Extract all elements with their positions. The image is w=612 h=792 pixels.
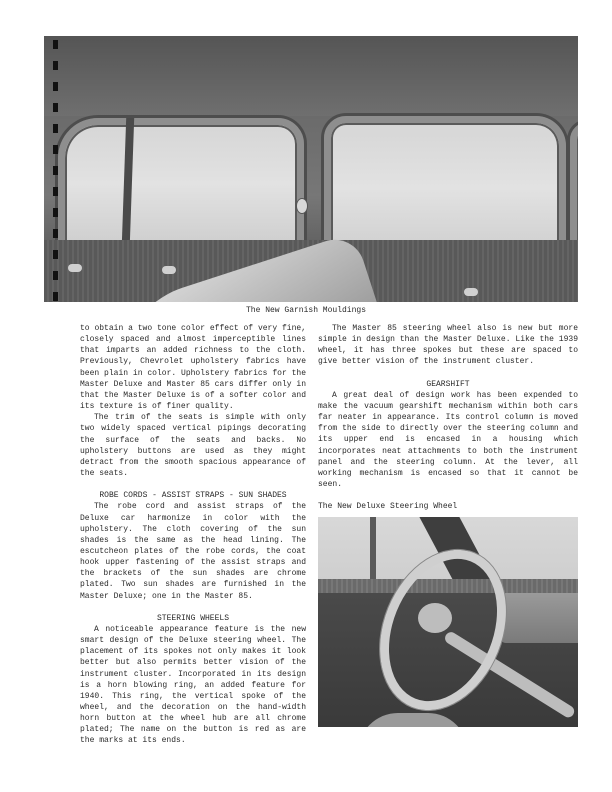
paragraph: The Master 85 steering wheel also is new but more simple in design than the Master Deluxe. Like the 1939 wheel, it has three spokes but these are spaced to give better vision of the instrument cluster. <box>318 324 578 367</box>
door-handle <box>162 266 176 274</box>
section-heading: STEERING WHEELS <box>156 613 229 623</box>
window-pillar <box>370 517 376 579</box>
paragraph: The trim of the seats is simple with only two widely spaced vertical pipings decorating the surface of the seats and backs. No upholstery buttons are used as they might detract from the smooth spacious appearance of the seats. <box>80 413 306 479</box>
window-crank-handle <box>464 288 478 296</box>
horn-button <box>418 603 452 633</box>
paragraph: A noticeable appearance feature is the new smart design of the Deluxe steering wheel. The placement of its spokes not only makes it look better but also permits better vision of the instrument cluster. Incorporated in its design is a horn blowing ring, an added feature for 1940. This ring, the vertical spoke of the wheel, and the decoration on the hand-width horn button at the wheel hub are all chrome plated; The name on the button is red as are the marks at its ends. <box>80 624 306 746</box>
binding-holes <box>53 40 58 302</box>
figure-caption: The New Garnish Mouldings <box>245 306 367 315</box>
paragraph: The robe cord and assist straps of the Deluxe car harmonize in color with the upholstery. The cloth covering of the sun shades is the same as the head lining. The escutcheon plates of the robe cords, the coat hook upper fastening of the assist straps and the brackets of the sun shades are chrome plated. Two sun shades are furnished in the Master Deluxe; one in the Master 85. <box>80 502 306 601</box>
paragraph: A great deal of design work has been expended to make the vacuum gearshift mechanism within both cars far neater in appearance. Its control column is moved from the side to directly over the steering column and its upper end is encased in a housing which incorporates neat attachments to both the instrument panel and the steering column. At the lever, all working mechanism is encased so that it cannot be seen. <box>318 390 578 490</box>
left-column <box>80 323 306 747</box>
window-crank-handle <box>68 264 82 272</box>
door-window <box>324 116 566 260</box>
paragraph: to obtain a two tone color effect of very fine, closely spaced and almost imperceptible lines that imparts an added richness to the cloth. Previously, Chevrolet upholstery fabrics have been plain in color. Upholstery fabrics for the Master Deluxe and Master 85 cars differ only in that the Master Deluxe is of a softer color and its texture is of finer quality. <box>80 324 306 412</box>
rear-quarter-window <box>58 118 304 250</box>
section-heading: GEARSHIFT <box>426 379 470 389</box>
escutcheon-plate <box>296 198 308 214</box>
garnish-mouldings-photo <box>44 36 578 302</box>
right-column <box>318 323 578 512</box>
steering-wheel-photo <box>318 517 578 727</box>
headliner <box>44 36 578 116</box>
figure-caption: The New Deluxe Steering Wheel <box>318 502 458 512</box>
front-window-edge <box>570 122 578 256</box>
section-heading: ROBE CORDS - ASSIST STRAPS - SUN SHADES <box>99 491 287 501</box>
instrument-panel <box>500 593 578 643</box>
